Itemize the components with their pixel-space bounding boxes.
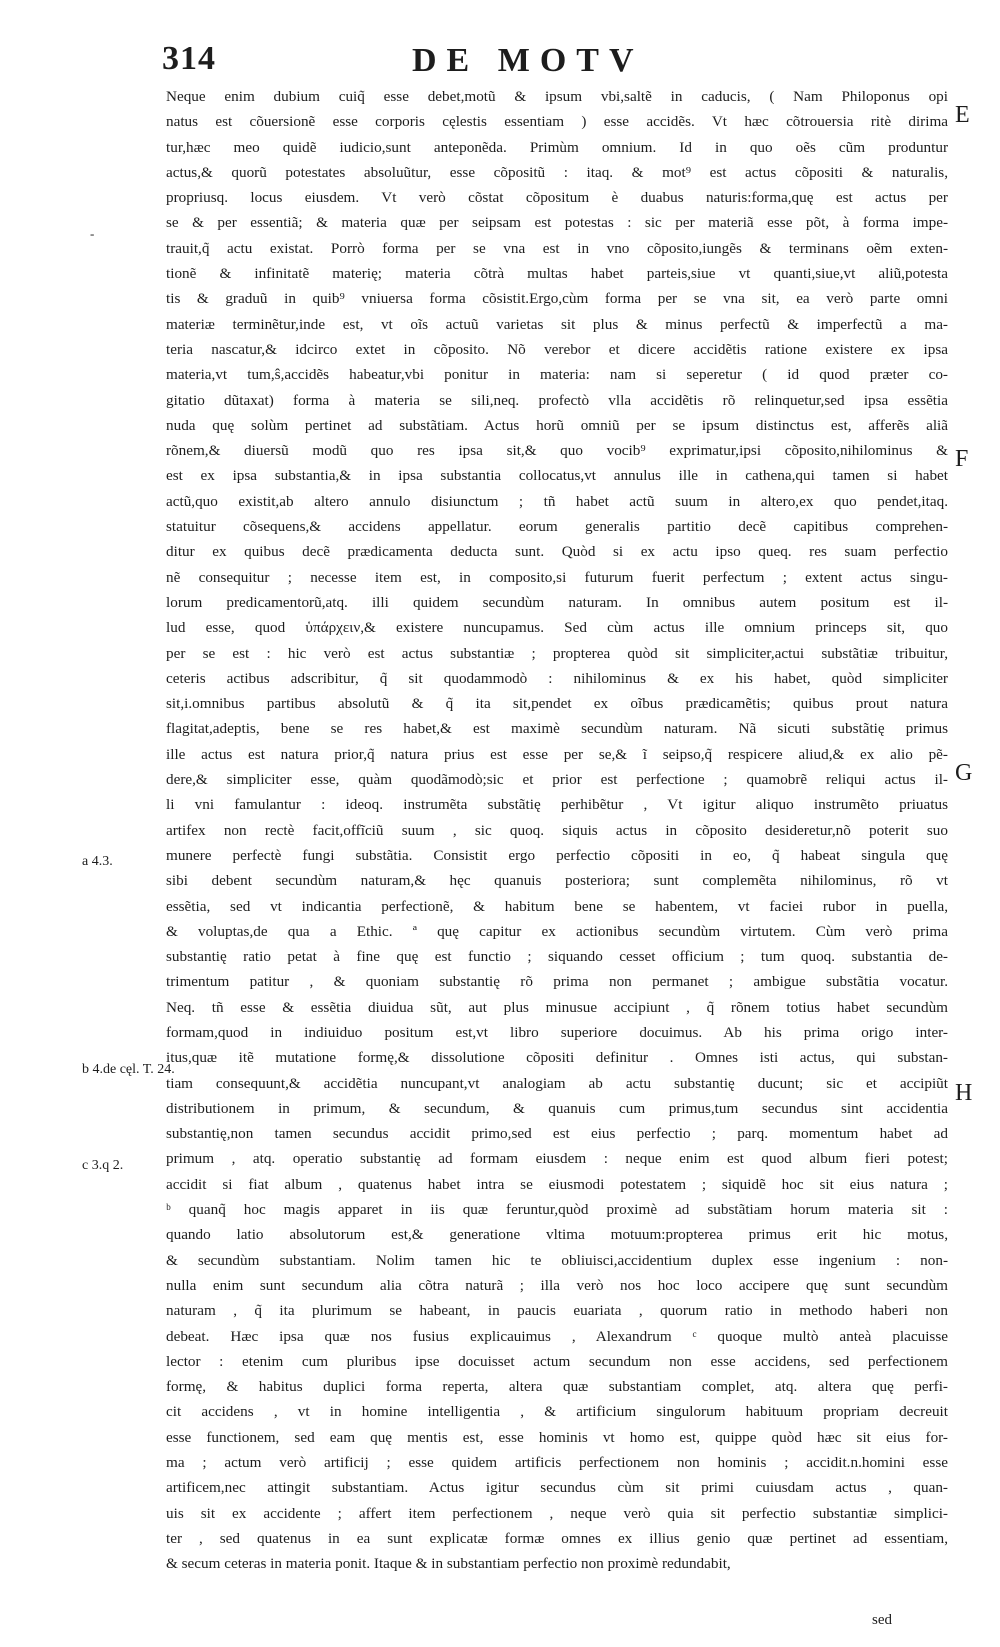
text-line: itus,quæ itẽ mutatione formę,& dissolutione cõpositi definitur . Omnes isti actus, qui substan- (166, 1049, 948, 1067)
text-line: flagitat,adeptis, bene se res habet,& est maximè secundùm naturam. Nã sicuti substãtię primus (166, 720, 948, 738)
text-line: statuitur cõsequens,& accidens appellatur. eorum generalis partitio decẽ capitibus comprehen- (166, 518, 948, 536)
text-line: nuda quę solùm pertinet ad substãtiam. Actus horũ omniũ per se ipsum distinctus est, afferẽs aliã (166, 416, 948, 434)
section-letter-h: H (955, 1080, 973, 1106)
text-line: Neq. tñ esse & essẽtia diuidua sũt, aut plus minusue accipiunt , q̃ rõnem totius habet secundùm (166, 998, 948, 1016)
text-line: natus est cõuersionẽ esse corporis cęlestis essentiam ) esse accidẽs. Vt hæc cõtrouersia ritè dirima (166, 113, 948, 131)
text-line: substantię,non tamen secundus accidit primo,sed est eius perfectio ; parq. momentum habet ad (166, 1125, 948, 1143)
text-line: lorum predicamentorũ,atq. illi quidem secundùm naturam. In omnibus autem positum est il- (166, 593, 948, 611)
text-line: per se est : hic verò est actus substantiæ ; propterea quòd sit simpliciter,actui substãtiæ tribuitur, (166, 644, 948, 662)
text-line: distributionem in primum, & secundum, & quanuis cum primus,tum secundus sint accidentia (166, 1099, 948, 1117)
text-line: propriusq. locus eiusdem. Vt verò cõstat cõpositum è duabus naturis:forma,quę est actus per (166, 189, 948, 207)
text-line: ille actus est natura prior,q̃ natura prius est esse per se,& ĩ seipso,q̃ respicere aliud,& ex alio pẽ- (166, 745, 948, 763)
text-line: ditur ex quibus decẽ prædicamenta deducta sunt. Quòd si ex actu ipso queq. res suam perfectio (166, 543, 948, 561)
text-line: debeat. Hæc ipsa quæ nos fusius explicauimus , Alexandrum ᶜ quoque multò anteà placuisse (166, 1327, 948, 1345)
page-number: 314 (162, 40, 216, 77)
text-line: trimentum patitur , & quoniam substantię rõ prima non permanet ; ambigue substãtia vocatur. (166, 973, 948, 991)
text-line: rõnem,& diuersũ modũ quo res ipsa sit,& quo vocib⁹ exprimatur,ipsi cõposito,nihilominus & (166, 442, 948, 460)
section-letter-f: F (955, 446, 969, 472)
body-text (166, 84, 948, 1577)
text-line: naturam , q̃ ita plurimum se habeant, in paucis euariata , quorum ratio in methodo haberi non (166, 1302, 948, 1320)
text-line: materiæ terminẽtur,inde est, vt oĩs actuũ varietas sit plus & minus perfectũ & imperfectũ a ma- (166, 315, 948, 333)
text-line: materia,vt tum,ŝ,accidẽs habeatur,vbi ponitur in materia: nam si seperetur ( id quod præter co- (166, 366, 948, 384)
text-line: munere perfectè fungi substãtia. Consistit ergo perfectio cõpositi in eo, q̃ habeat singula quę (166, 846, 948, 864)
text-line: tiam consequunt,& accidẽtia nuncupant,vt analogiam ab actu substantię ducunt; sic et accipiũt (166, 1074, 948, 1092)
text-line: ma ; actum verò artificij ; esse quidem artificis perfectionem non hominis ; accidit.n.homini esse (166, 1454, 948, 1472)
text-line: tis & graduũ in quib⁹ vniuersa forma cõsistit.Ergo,cùm forma per se vna sit, ea verò parte omni (166, 290, 948, 308)
text-line: tionẽ & infinitatẽ materię; materia cõtrà multas habet parteis,siue vt quanti,siue,vt aliũ,potesta (166, 265, 948, 283)
text-line: lector : etenim cum pluribus ipse docuisset actum secundum non esse accidens, sed perfectionem (166, 1352, 948, 1370)
text-line: se & per essentiã; & materia quæ per seipsam est potestas : sic per materiã esse põt, à forma impe- (166, 214, 948, 232)
text-line: nẽ consequitur ; necesse item est, in composito,si futurum fuerit perfectum ; extent actus singu- (166, 568, 948, 586)
text-line: accidit si fiat album , quatenus habet intra se eiusmodi potestatem ; siquidẽ hoc sit eius natura ; (166, 1175, 948, 1193)
text-line: substantię ratio petat à fine quę est functio ; siquando cesset officium ; tum quoq. substantia de- (166, 948, 948, 966)
text-line: tur,hæc meo quidẽ iudicio,sunt anteponẽda. Primùm omnium. Id in quo oẽs cũm produntur (166, 138, 948, 156)
text-line: sit,i.omnibus partibus absolutũ & q̃ ita sit,pendet ex oĩbus prædicamẽtis; quibus prout natura (166, 695, 948, 713)
text-line: ceteris actibus adscribitur, q̃ sit quodammodò : nihilominus & ex his habet, quòd simpliciter (166, 669, 948, 687)
text-line: esse functionem, sed eam quę mentis est, esse hominis vt homo est, quippe quòd hæc sit eius for- (166, 1428, 948, 1446)
text-line: lud esse, quod ὑπάρχειν,& existere nuncupamus. Sed cùm actus ille omnium princeps sit, quo (166, 619, 948, 637)
catchword: sed (872, 1612, 892, 1628)
text-line: quando latio absolutorum est,& generatione vltima motuum:propterea primus erit hic motus, (166, 1226, 948, 1244)
text-line: primum , atq. operatio substantię ad formam eiusdem : neque enim est quod album fieri potest; (166, 1150, 948, 1168)
text-line: gitatio dũtaxat) forma à materia se sili,neq. profectò vlla accidẽtis rõ relinquetur,sed ipsa essẽtia (166, 391, 948, 409)
text-line: ter , sed quatenus in ea sunt explicatæ formæ omnes ex illius genio quæ pertinet ad essentiam, (166, 1529, 948, 1547)
text-line: nulla enim sunt secundum alia cõtra naturã ; illa verò nos hoc loco accipere quę sunt secundùm (166, 1276, 948, 1294)
text-line: & secundùm substantiam. Nolim tamen hic te obliuisci,accidentium duplex esse ingenium : non- (166, 1251, 948, 1269)
text-line: artifex non rectè facit,offĩciũ suum , sic quoq. siquis actus in cõposito desideretur,nõ poterit suo (166, 821, 948, 839)
text-line: teria nascatur,& idcirco extet in cõposito. Nõ verebor et dicere accidẽtis ratione existere ex ipsa (166, 340, 948, 358)
text-line: artificem,nec attingit substantiam. Actus igitur secundus cùm sit primi cuiusdam actus , quan- (166, 1479, 948, 1497)
text-line: actus,& quorũ potestates absoluũtur, esse cõpositũ : itaq. & mot⁹ est actus cõpositi & naturalis, (166, 163, 948, 181)
margin-note-b: b 4.de cęl. T. 24. (82, 1062, 175, 1077)
text-line: uis sit ex accidente ; affert item perfectionem , neque verò quia sit perfectio substantiæ simplici- (166, 1504, 948, 1522)
text-line: dere,& simpliciter esse, quàm quodãmodò;sic et prior est perfectione ; quamobrẽ reliqui actus il- (166, 771, 948, 789)
text-line: ᵇ quanq̃ hoc magis apparet in iis quæ feruntur,quòd proximè ad substãtiam horum materia sit : (166, 1201, 948, 1219)
text-line: & voluptas,de qua a Ethic. ª quę capitur ex actionibus secundùm virtutem. Cùm verò prima (166, 922, 948, 940)
text-line: actũ,quo existit,ab altero annulo disiunctum ; tñ habet actũ suum in altero,ex quo pendet,itaq. (166, 492, 948, 510)
running-title: DE MOTV (412, 42, 644, 79)
margin-note-a: a 4.3. (82, 854, 113, 869)
text-line: formę, & habitus duplici forma reperta, altera quæ substantiam complet, atq. altera quę perfi- (166, 1378, 948, 1396)
margin-note-c: c 3.q 2. (82, 1158, 124, 1173)
margin-mark: - (90, 226, 95, 241)
page-header (162, 40, 722, 80)
text-line: & secum ceteras in materia ponit. Itaque & in substantiam perfectio non proximè redundabit, (166, 1555, 731, 1573)
text-line: cit accidens , vt in homine intelligentia , & artificium singulorum habituum propriam decreuit (166, 1403, 948, 1421)
text-line: Neque enim dubium cuiq̃ esse debet,motũ & ipsum vbi,saltẽ in caducis, ( Nam Philoponus opi (166, 88, 948, 105)
text-line: essẽtia, sed vt indicantia perfectionẽ, & habitum bene se habentem, vt faciei rubor in puella, (166, 897, 948, 915)
section-letter-e: E (955, 102, 970, 128)
section-letter-g: G (955, 760, 973, 786)
text-line: trauit,q̃ actu existat. Porrò forma per se vna est in vno cõposito,iungẽs & terminans oẽm exten- (166, 239, 948, 257)
text-line: li vni famulantur : ideoq. instrumẽta substãtię perhibẽtur , Vt igitur aliquo instrumẽto priuatus (166, 796, 948, 814)
text-line: sibi debent secundùm naturam,& hęc quanuis posteriora; sunt complemẽta nihilominus, rõ vt (166, 872, 948, 890)
text-line: est ex ipsa substantia,& in ipsa substantia collocatus,vt annulus ille in cathena,qui tamen si habet (166, 467, 948, 485)
text-line: formam,quod in indiuiduo positum est,vt libro superiore docuimus. Ab his prima origo inter- (166, 1023, 948, 1041)
